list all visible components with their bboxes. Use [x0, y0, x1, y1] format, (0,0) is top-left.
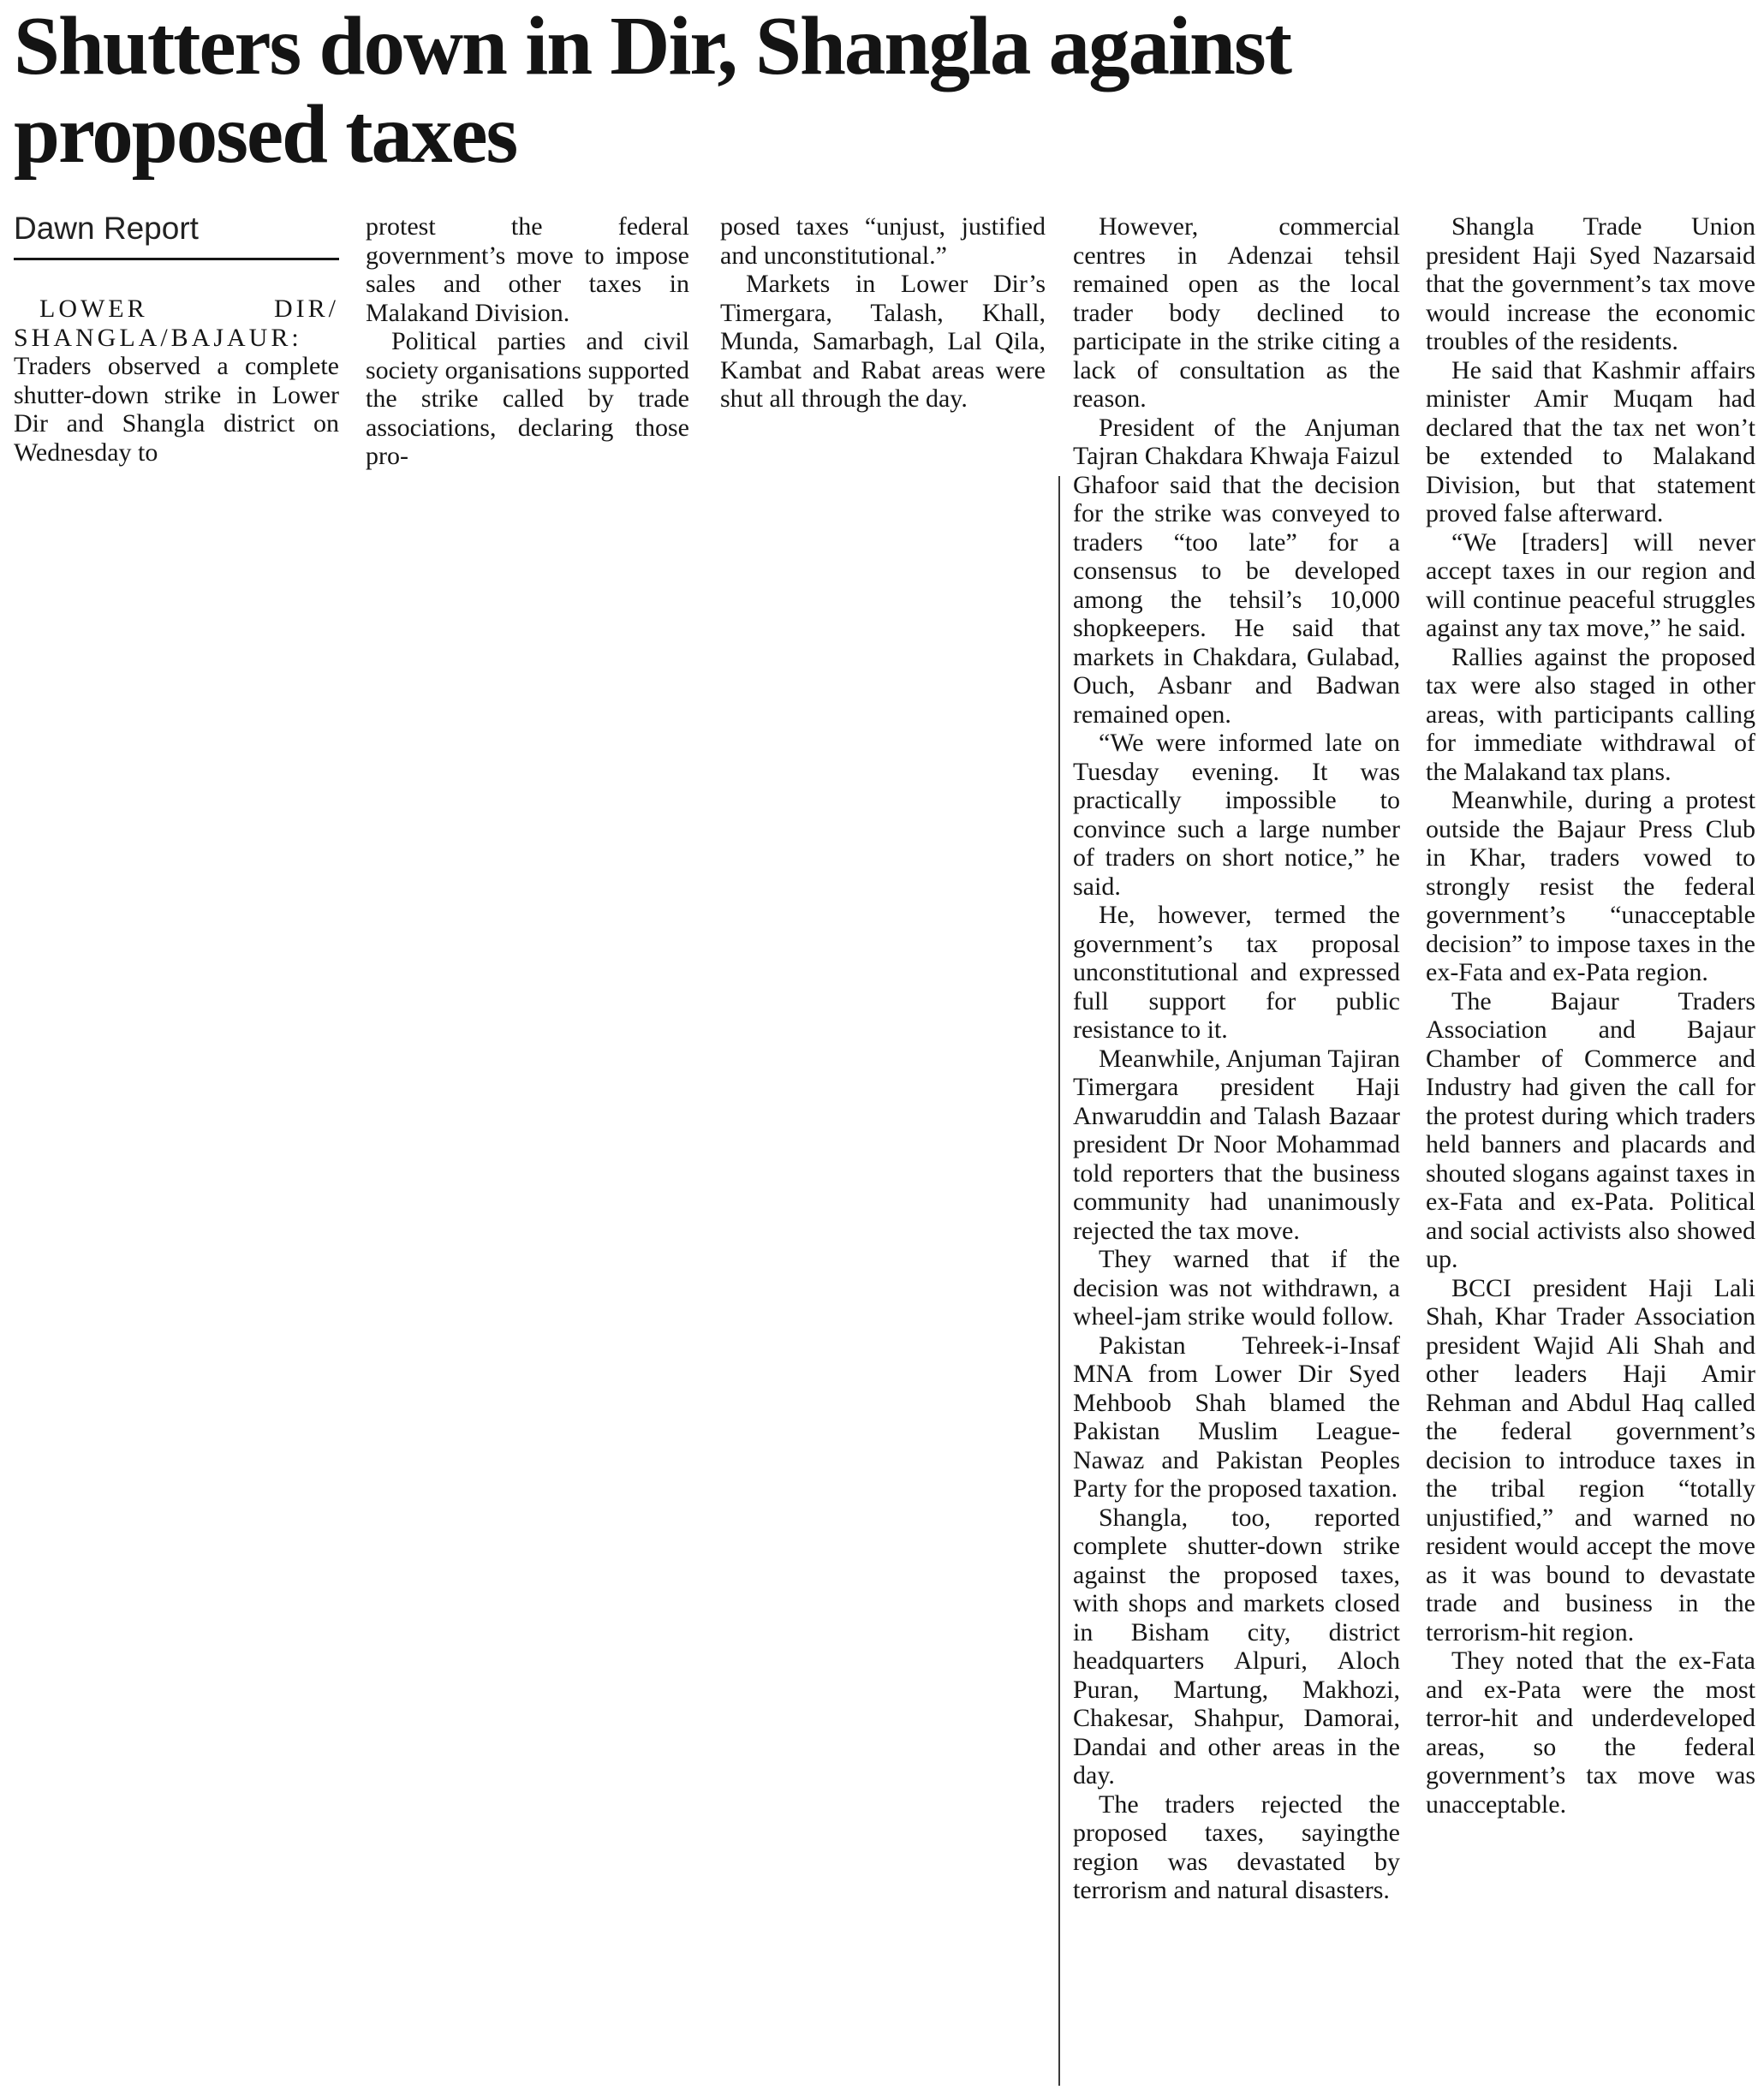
article-paragraph: BCCI president Haji Lali Shah, Khar Trader Association president Wajid Ali Shah and other leaders Haji Amir Rehman and Abdul Haq called the federal government’s decision to introduce taxes in the tribal region “totally unjustified,” and warned no resident would accept the move as it was bound to devastate trade and business in the terrorism-hit region.: [1426, 1273, 1755, 1646]
article-column-2: [366, 212, 689, 471]
article-paragraph: Pakistan Tehreek-i-Insaf MNA from Lower Dir Syed Mehboob Shah blamed the Pakistan Muslim League-Nawaz and Pakistan Peoples Party for the proposed taxation.: [1073, 1331, 1400, 1503]
article-paragraph: LOWER DIR/ SHANGLA/BAJAUR: Traders observed a complete shutter-down strike in Lower Dir and Shangla district on Wednesday to: [14, 295, 339, 467]
article-paragraph: Meanwhile, Anjuman Tajiran Timergara president Haji Anwaruddin and Talash Bazaar president Dr Noor Mohammad told reporters that the business community had unanimously rejected the tax move.: [1073, 1044, 1400, 1245]
article-paragraph: Markets in Lower Dir’s Timergara, Talash, Khall, Munda, Samarbagh, Lal Qila, Kambat and Rabat areas were shut all through the day.: [720, 270, 1046, 413]
article-paragraph: Shangla Trade Union president Haji Syed Nazarsaid that the government’s tax move would increase the economic troubles of the residents.: [1426, 212, 1755, 355]
article-paragraph: Political parties and civil society organisations supported the strike called by trade associations, declaring those pro-: [366, 327, 689, 470]
article-column-4: [1073, 212, 1400, 1905]
dateline: LOWER DIR/ SHANGLA/BAJAUR:: [14, 295, 339, 352]
column-divider-rule: [1058, 476, 1060, 2086]
article-column-3: [720, 212, 1046, 414]
article-paragraph: They noted that the ex-Fata and ex-Pata were the most terror-hit and underdeveloped areas, so the federal government’s tax move was unacceptable.: [1426, 1646, 1755, 1819]
article-paragraph: protest the federal government’s move to impose sales and other taxes in Malakand Division.: [366, 212, 689, 327]
article-paragraph: Meanwhile, during a protest outside the Bajaur Press Club in Khar, traders vowed to strongly resist the federal government’s “unacceptable decision” to impose taxes in the ex-Fata and ex-Pata region.: [1426, 786, 1755, 986]
article-paragraph: He, however, termed the government’s tax proposal unconstitutional and expressed full support for public resistance to it.: [1073, 901, 1400, 1044]
article-paragraph: Shangla, too, reported complete shutter-down strike against the proposed taxes, with shops and markets closed in Bisham city, district headquarters Alpuri, Aloch Puran, Martung, Makhozi, Chakesar, Shahpur, Damorai, Dandai and other areas in the day.: [1073, 1503, 1400, 1789]
byline: Dawn Report: [14, 211, 199, 246]
article-paragraph: posed taxes “unjust, justified and unconstitutional.”: [720, 212, 1046, 270]
article-paragraph: However, commercial centres in Adenzai tehsil remained open as the local trader body declined to participate in the strike citing a lack of consultation as the reason.: [1073, 212, 1400, 413]
article-paragraph: The traders rejected the proposed taxes, sayingthe region was devastated by terrorism and natural disasters.: [1073, 1789, 1400, 1904]
article-paragraph: Rallies against the proposed tax were also staged in other areas, with participants calling for immediate withdrawal of the Malakand tax plans.: [1426, 642, 1755, 786]
article-column-5: [1426, 212, 1755, 1819]
article-paragraph: The Bajaur Traders Association and Bajaur Chamber of Commerce and Industry had given the call for the protest during which traders held banners and placards and shouted slogans against taxes in ex-Fata and ex-Pata. Political and social activists also showed up.: [1426, 986, 1755, 1273]
article-paragraph: “We [traders] will never accept taxes in our region and will continue peaceful struggles against any tax move,” he said.: [1426, 527, 1755, 642]
article-headline: Shutters down in Dir, Shangla against proposed taxes: [14, 0, 1291, 180]
article-column-1: [14, 295, 339, 467]
article-paragraph: He said that Kashmir affairs minister Amir Muqam had declared that the tax net won’t be extended to Malakand Division, but that statement proved false afterward.: [1426, 355, 1755, 527]
article-paragraph: President of the Anjuman Tajran Chakdara Khwaja Faizul Ghafoor said that the decision for the strike was conveyed to traders “too late” for a consensus to be developed among the tehsil’s 10,000 shopkeepers. He said that markets in Chakdara, Gulabad, Ouch, Asbanr and Badwan remained open.: [1073, 413, 1400, 729]
article-paragraph: “We were informed late on Tuesday evening. It was practically impossible to convince such a large number of traders on short notice,” he said.: [1073, 729, 1400, 901]
article-paragraph: They warned that if the decision was not withdrawn, a wheel-jam strike would follow.: [1073, 1245, 1400, 1331]
byline-rule: [14, 258, 339, 260]
